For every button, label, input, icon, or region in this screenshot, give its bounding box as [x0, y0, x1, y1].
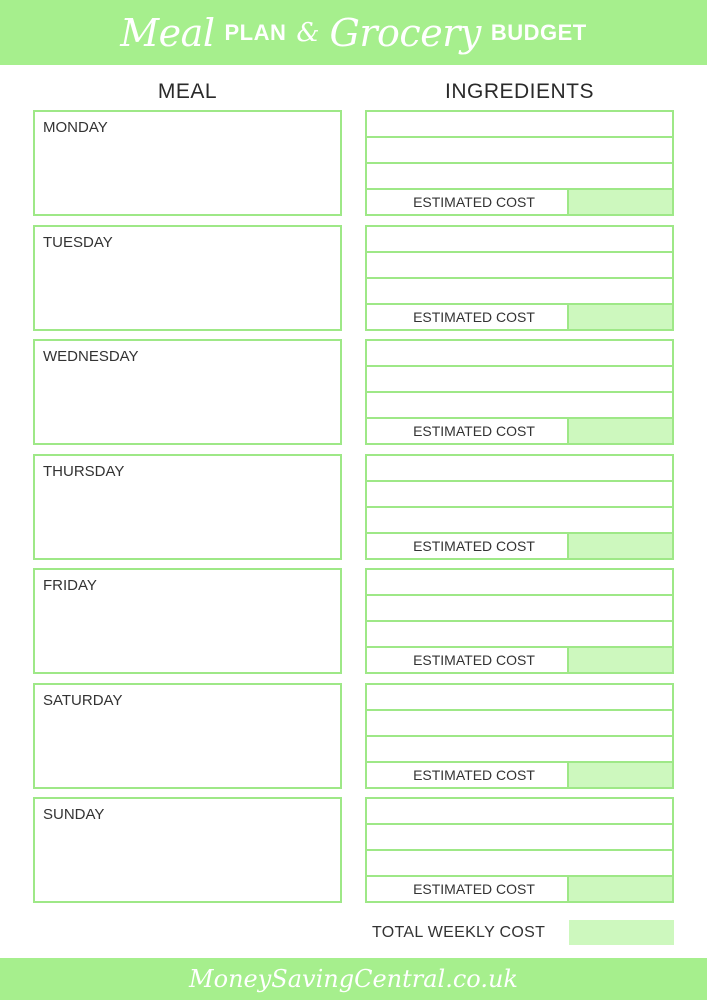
ingredient-line[interactable] — [367, 138, 672, 164]
meal-box-saturday[interactable] — [33, 683, 342, 789]
title-meal: Meal — [120, 10, 215, 55]
ingredients-box-monday — [365, 110, 674, 216]
ingredients-box-friday — [365, 568, 674, 674]
estimated-cost-label: ESTIMATED COST — [367, 190, 569, 214]
meal-box-monday[interactable] — [33, 110, 342, 216]
ingredients-box-sunday — [365, 797, 674, 903]
ingredient-line[interactable] — [367, 253, 672, 279]
ingredient-line[interactable] — [367, 456, 672, 482]
estimated-cost-label: ESTIMATED COST — [367, 305, 569, 329]
ingredient-line[interactable] — [367, 799, 672, 825]
estimated-cost-field[interactable] — [569, 190, 672, 214]
ingredient-line[interactable] — [367, 482, 672, 508]
ingredient-line[interactable] — [367, 825, 672, 851]
estimated-cost-row — [367, 877, 672, 901]
meal-column-heading: MEAL — [157, 80, 218, 103]
ingredient-line[interactable] — [367, 711, 672, 737]
ingredient-line[interactable] — [367, 508, 672, 534]
ingredient-line[interactable] — [367, 685, 672, 711]
estimated-cost-row — [367, 648, 672, 672]
ingredients-box-wednesday — [365, 339, 674, 445]
header-banner — [0, 0, 707, 65]
ingredients-box-saturday — [365, 683, 674, 789]
day-label: SATURDAY — [43, 692, 123, 709]
ingredients-box-thursday — [365, 454, 674, 560]
ingredient-line[interactable] — [367, 341, 672, 367]
estimated-cost-row — [367, 534, 672, 558]
estimated-cost-row — [367, 419, 672, 443]
estimated-cost-label: ESTIMATED COST — [367, 763, 569, 787]
day-label: WEDNESDAY — [43, 348, 139, 365]
estimated-cost-field[interactable] — [569, 763, 672, 787]
meal-box-thursday[interactable] — [33, 454, 342, 560]
day-label: FRIDAY — [43, 577, 97, 594]
day-label: SUNDAY — [43, 806, 105, 823]
estimated-cost-field[interactable] — [569, 534, 672, 558]
meal-box-friday[interactable] — [33, 568, 342, 674]
title-grocery: Grocery — [329, 10, 481, 55]
meal-box-sunday[interactable] — [33, 797, 342, 903]
estimated-cost-label: ESTIMATED COST — [367, 419, 569, 443]
estimated-cost-field[interactable] — [569, 305, 672, 329]
meal-box-wednesday[interactable] — [33, 339, 342, 445]
ingredient-line[interactable] — [367, 393, 672, 419]
title-plan: PLAN — [224, 19, 287, 45]
day-label: MONDAY — [43, 119, 108, 136]
estimated-cost-field[interactable] — [569, 419, 672, 443]
ingredients-box-tuesday — [365, 225, 674, 331]
title-budget: BUDGET — [490, 19, 587, 45]
footer-banner — [0, 958, 707, 1000]
total-weekly-cost-label: TOTAL WEEKLY COST — [372, 924, 546, 941]
ingredient-line[interactable] — [367, 570, 672, 596]
ingredient-line[interactable] — [367, 164, 672, 190]
estimated-cost-label: ESTIMATED COST — [367, 877, 569, 901]
ingredient-line[interactable] — [367, 596, 672, 622]
ingredient-line[interactable] — [367, 851, 672, 877]
title-ampersand: & — [296, 17, 320, 48]
day-label: THURSDAY — [43, 463, 125, 480]
ingredient-line[interactable] — [367, 279, 672, 305]
estimated-cost-label: ESTIMATED COST — [367, 648, 569, 672]
estimated-cost-field[interactable] — [569, 648, 672, 672]
footer-website: MoneySavingCentral.co.uk — [189, 965, 518, 993]
ingredient-line[interactable] — [367, 112, 672, 138]
ingredient-line[interactable] — [367, 737, 672, 763]
ingredients-column-heading: INGREDIENTS — [444, 80, 594, 103]
ingredient-line[interactable] — [367, 227, 672, 253]
day-label: TUESDAY — [43, 234, 113, 251]
estimated-cost-row — [367, 305, 672, 329]
estimated-cost-label: ESTIMATED COST — [367, 534, 569, 558]
estimated-cost-field[interactable] — [569, 877, 672, 901]
estimated-cost-row — [367, 190, 672, 214]
ingredient-line[interactable] — [367, 622, 672, 648]
estimated-cost-row — [367, 763, 672, 787]
meal-box-tuesday[interactable] — [33, 225, 342, 331]
ingredient-line[interactable] — [367, 367, 672, 393]
total-weekly-cost-field[interactable] — [569, 920, 674, 945]
